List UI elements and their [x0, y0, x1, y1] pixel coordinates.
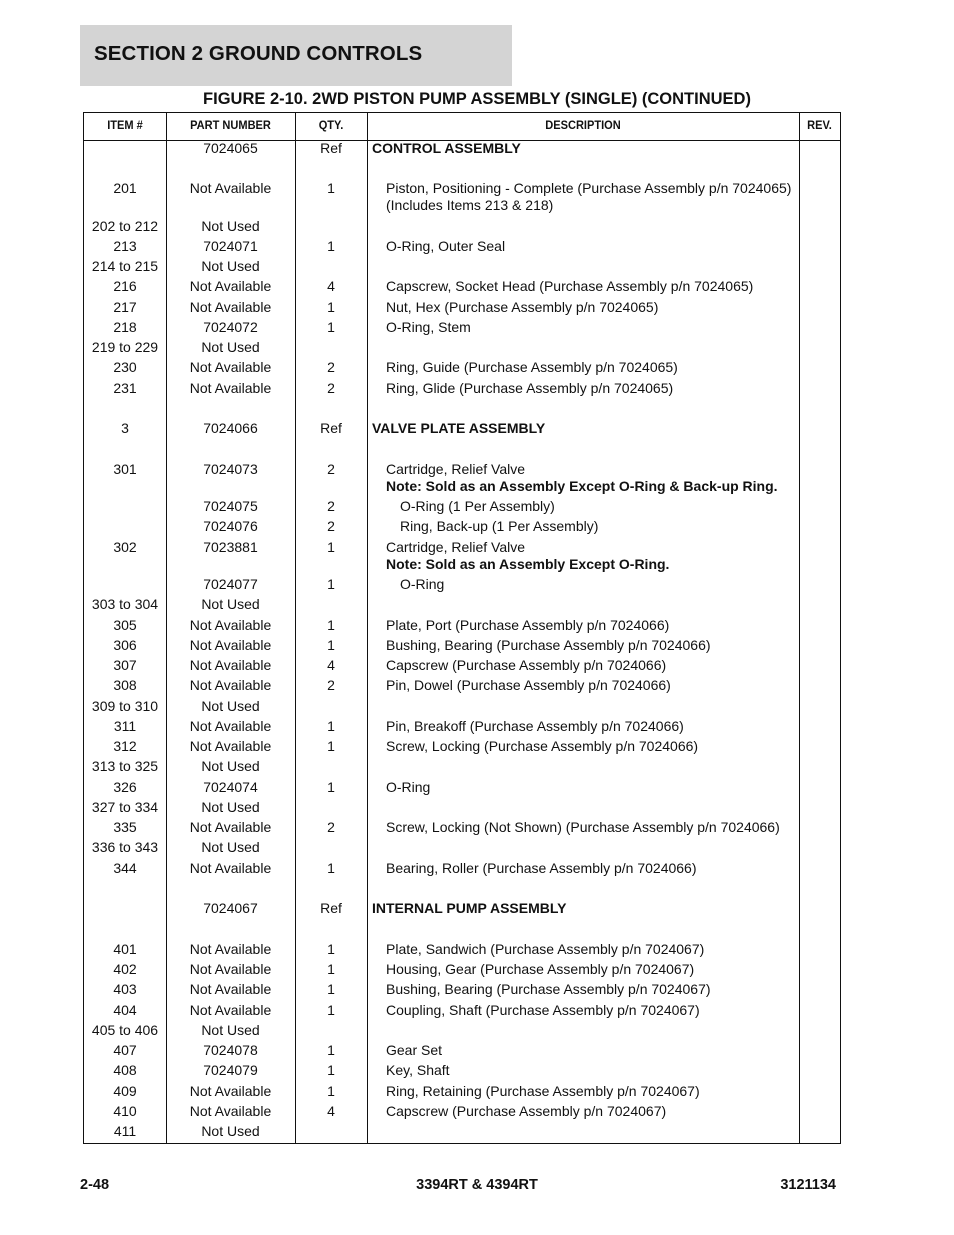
description: Ring, Guide (Purchase Assembly p/n 7024065) — [386, 359, 678, 375]
table-row — [84, 140, 840, 160]
table-row — [84, 218, 840, 238]
table-row — [84, 180, 840, 213]
part-number: Not Used — [201, 596, 260, 612]
item-number: 344 — [113, 860, 137, 876]
part-number: 7023881 — [203, 539, 258, 555]
table-row — [84, 860, 840, 880]
description: Housing, Gear (Purchase Assembly p/n 7024067) — [386, 961, 695, 977]
quantity: Ref — [320, 420, 342, 436]
section-header — [80, 25, 512, 86]
part-number: 7024075 — [203, 498, 258, 514]
table-row — [84, 596, 840, 616]
item-number: 309 to 310 — [91, 698, 159, 714]
quantity: 2 — [327, 518, 335, 534]
part-number: Not Used — [201, 758, 260, 774]
description-note: (Includes Items 213 & 218) — [386, 197, 554, 213]
part-number: Not Used — [201, 1022, 260, 1038]
part-number: Not Available — [189, 657, 272, 673]
description: Bushing, Bearing (Purchase Assembly p/n 7024067) — [386, 981, 711, 997]
item-number: 403 — [113, 981, 137, 997]
item-number: 202 to 212 — [91, 218, 159, 234]
quantity: 1 — [327, 180, 335, 196]
footer-doc-number: 3121134 — [780, 1177, 836, 1193]
table-row — [84, 299, 840, 319]
item-number: 409 — [113, 1083, 137, 1099]
table-row — [84, 698, 840, 718]
part-number: Not Available — [189, 738, 272, 754]
header-item: ITEM # — [107, 118, 143, 132]
item-number: 3 — [121, 420, 129, 436]
table-row — [84, 1123, 840, 1143]
quantity: 1 — [327, 1042, 335, 1058]
quantity: 2 — [327, 498, 335, 514]
item-number: 301 — [113, 461, 137, 477]
quantity: 2 — [327, 359, 335, 375]
table-row — [84, 539, 840, 572]
table-row — [84, 1062, 840, 1082]
part-number: Not Available — [189, 637, 272, 653]
part-number: Not Available — [189, 299, 272, 315]
item-number: 407 — [113, 1042, 137, 1058]
item-number: 327 to 334 — [91, 799, 159, 815]
part-number: Not Available — [189, 941, 272, 957]
table-row — [84, 461, 840, 494]
quantity: 1 — [327, 961, 335, 977]
item-number: 307 — [113, 657, 137, 673]
part-number: Not Used — [201, 698, 260, 714]
quantity: 1 — [327, 941, 335, 957]
quantity: 1 — [327, 1002, 335, 1018]
part-number: Not Used — [201, 218, 260, 234]
description: O-Ring — [400, 576, 445, 592]
table-row — [84, 1002, 840, 1022]
table-row — [84, 359, 840, 379]
quantity: 2 — [327, 819, 335, 835]
item-number: 411 — [113, 1123, 137, 1139]
table-row — [84, 900, 840, 920]
table-row — [84, 238, 840, 258]
item-number: 213 — [113, 238, 137, 254]
item-number: 219 to 229 — [91, 339, 159, 355]
quantity: 4 — [327, 657, 335, 673]
item-number: 214 to 215 — [91, 258, 159, 274]
description-note: Note: Sold as an Assembly Except O-Ring & Back-up Ring. — [386, 478, 778, 494]
quantity: 1 — [327, 238, 335, 254]
quantity: 1 — [327, 860, 335, 876]
description: Coupling, Shaft (Purchase Assembly p/n 7024067) — [386, 1002, 700, 1018]
description: Capscrew (Purchase Assembly p/n 7024066) — [386, 657, 667, 673]
description: Ring, Back-up (1 Per Assembly) — [400, 518, 599, 534]
item-number: 305 — [113, 617, 137, 633]
table-row — [84, 677, 840, 697]
footer-model: 3394RT & 4394RT — [416, 1177, 538, 1193]
part-number: Not Used — [201, 839, 260, 855]
table-row — [84, 961, 840, 981]
table-row — [84, 819, 840, 839]
description: Screw, Locking (Not Shown) (Purchase Assembly p/n 7024066) — [386, 819, 780, 835]
item-number: 404 — [113, 1002, 137, 1018]
description: Ring, Glide (Purchase Assembly p/n 7024065) — [386, 380, 674, 396]
quantity: 1 — [327, 718, 335, 734]
table-row — [84, 799, 840, 819]
description: Key, Shaft — [386, 1062, 450, 1078]
table-row — [84, 576, 840, 596]
table-row — [84, 339, 840, 359]
table-row — [84, 380, 840, 400]
part-number: Not Used — [201, 1123, 260, 1139]
description: CONTROL ASSEMBLY — [372, 140, 521, 156]
description: Pin, Dowel (Purchase Assembly p/n 7024066) — [386, 677, 671, 693]
item-number: 306 — [113, 637, 137, 653]
table-row — [84, 1022, 840, 1042]
part-number: Not Available — [189, 380, 272, 396]
header-qty: QTY. — [318, 118, 344, 132]
description: Pin, Breakoff (Purchase Assembly p/n 7024066) — [386, 718, 684, 734]
part-number: Not Available — [189, 359, 272, 375]
item-number: 217 — [113, 299, 137, 315]
description-note: Note: Sold as an Assembly Except O-Ring. — [386, 556, 670, 572]
part-number: 7024065 — [203, 140, 258, 156]
description: Capscrew (Purchase Assembly p/n 7024067) — [386, 1103, 667, 1119]
table-row — [84, 498, 840, 518]
description: Capscrew, Socket Head (Purchase Assembly p/n 7024065) — [386, 278, 754, 294]
item-number: 313 to 325 — [91, 758, 159, 774]
part-number: Not Available — [189, 1002, 272, 1018]
table-row — [84, 420, 840, 440]
part-number: Not Available — [189, 860, 272, 876]
table-row — [84, 319, 840, 339]
item-number: 405 to 406 — [91, 1022, 159, 1038]
part-number: Not Available — [189, 617, 272, 633]
quantity: 1 — [327, 576, 335, 592]
section-title: SECTION 2 GROUND CONTROLS — [94, 42, 423, 65]
part-number: Not Available — [189, 961, 272, 977]
quantity: 1 — [327, 539, 335, 555]
quantity: 2 — [327, 677, 335, 693]
table-row — [84, 278, 840, 298]
part-number: 7024067 — [203, 900, 258, 916]
quantity: 1 — [327, 738, 335, 754]
quantity: 1 — [327, 617, 335, 633]
description: O-Ring (1 Per Assembly) — [400, 498, 555, 514]
description: Screw, Locking (Purchase Assembly p/n 7024066) — [386, 738, 699, 754]
part-number: Not Used — [201, 799, 260, 815]
table-row — [84, 1042, 840, 1062]
table-row — [84, 779, 840, 799]
figure-title: FIGURE 2-10. 2WD PISTON PUMP ASSEMBLY (SINGLE) (CONTINUED) — [203, 90, 751, 108]
item-number: 218 — [113, 319, 137, 335]
table-row — [84, 758, 840, 778]
table-row — [84, 637, 840, 657]
part-number: Not Available — [189, 819, 272, 835]
description: Nut, Hex (Purchase Assembly p/n 7024065) — [386, 299, 659, 315]
quantity: 4 — [327, 278, 335, 294]
description: Cartridge, Relief Valve — [386, 461, 526, 477]
description: Cartridge, Relief Valve — [386, 539, 526, 555]
part-number: 7024066 — [203, 420, 258, 436]
header-rev: REV. — [807, 118, 832, 132]
parts-table — [83, 112, 841, 1144]
table-row — [84, 981, 840, 1001]
quantity: 2 — [327, 380, 335, 396]
header-description: DESCRIPTION — [545, 118, 621, 132]
description: O-Ring — [386, 779, 431, 795]
part-number: 7024071 — [203, 238, 258, 254]
table-row — [84, 738, 840, 758]
part-number: 7024079 — [203, 1062, 258, 1078]
item-number: 231 — [113, 380, 137, 396]
table-row — [84, 258, 840, 278]
quantity: 1 — [327, 319, 335, 335]
part-number: Not Available — [189, 677, 272, 693]
part-number: 7024072 — [203, 319, 258, 335]
table-row — [84, 1083, 840, 1103]
quantity: 2 — [327, 461, 335, 477]
quantity: 4 — [327, 1103, 335, 1119]
table-row — [84, 1103, 840, 1123]
item-number: 311 — [113, 718, 137, 734]
part-number: 7024077 — [203, 576, 258, 592]
item-number: 201 — [113, 180, 137, 196]
item-number: 303 to 304 — [91, 596, 159, 612]
part-number: Not Available — [189, 981, 272, 997]
item-number: 326 — [113, 779, 137, 795]
part-number: 7024076 — [203, 518, 258, 534]
table-row — [84, 657, 840, 677]
quantity: 1 — [327, 637, 335, 653]
item-number: 216 — [113, 278, 137, 294]
part-number: 7024073 — [203, 461, 258, 477]
item-number: 335 — [113, 819, 137, 835]
item-number: 312 — [113, 738, 137, 754]
part-number: Not Available — [189, 1083, 272, 1099]
part-number: Not Available — [189, 278, 272, 294]
part-number: Not Available — [189, 1103, 272, 1119]
part-number: 7024078 — [203, 1042, 258, 1058]
description: VALVE PLATE ASSEMBLY — [372, 420, 546, 436]
description: Bushing, Bearing (Purchase Assembly p/n 7024066) — [386, 637, 711, 653]
description: Bearing, Roller (Purchase Assembly p/n 7024066) — [386, 860, 697, 876]
part-number: Not Used — [201, 339, 260, 355]
footer-page-number: 2-48 — [80, 1177, 110, 1193]
part-number: 7024074 — [203, 779, 258, 795]
quantity: Ref — [320, 900, 342, 916]
quantity: Ref — [320, 140, 342, 156]
item-number: 401 — [113, 941, 137, 957]
item-number: 302 — [113, 539, 137, 555]
header-part-number: PART NUMBER — [190, 118, 271, 132]
table-row — [84, 941, 840, 961]
description: Gear Set — [386, 1042, 443, 1058]
table-row — [84, 518, 840, 538]
description: INTERNAL PUMP ASSEMBLY — [372, 900, 567, 916]
quantity: 1 — [327, 1083, 335, 1099]
part-number: Not Available — [189, 180, 272, 196]
description: O-Ring, Stem — [386, 319, 471, 335]
description: Plate, Sandwich (Purchase Assembly p/n 7024067) — [386, 941, 705, 957]
item-number: 336 to 343 — [91, 839, 159, 855]
quantity: 1 — [327, 779, 335, 795]
table-row — [84, 839, 840, 859]
part-number: Not Used — [201, 258, 260, 274]
description: Plate, Port (Purchase Assembly p/n 7024066) — [386, 617, 670, 633]
item-number: 308 — [113, 677, 137, 693]
quantity: 1 — [327, 299, 335, 315]
item-number: 410 — [113, 1103, 137, 1119]
table-row — [84, 718, 840, 738]
item-number: 408 — [113, 1062, 137, 1078]
description: O-Ring, Outer Seal — [386, 238, 506, 254]
item-number: 230 — [113, 359, 137, 375]
part-number: Not Available — [189, 718, 272, 734]
item-number: 402 — [113, 961, 137, 977]
description: Piston, Positioning - Complete (Purchase Assembly p/n 7024065) — [386, 180, 792, 196]
quantity: 1 — [327, 981, 335, 997]
description: Ring, Retaining (Purchase Assembly p/n 7024067) — [386, 1083, 700, 1099]
table-row — [84, 617, 840, 637]
quantity: 1 — [327, 1062, 335, 1078]
